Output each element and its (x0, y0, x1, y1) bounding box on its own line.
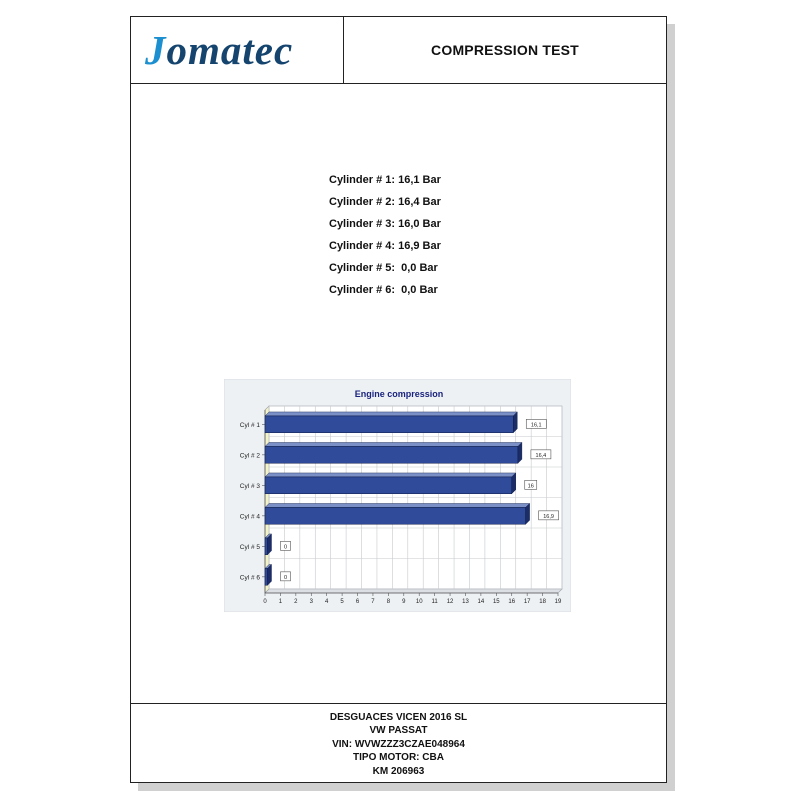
bar (265, 446, 518, 463)
cylinder-results (329, 169, 529, 301)
x-tick-label: 4 (325, 599, 329, 605)
x-tick-label: 6 (355, 599, 360, 605)
bar-top-face (265, 412, 517, 416)
y-tick-label: Cyl # 5 (239, 543, 260, 551)
logo-rest: omatec (166, 27, 294, 73)
x-tick-label: 1 (278, 599, 283, 605)
cylinder-3-result: Cylinder # 3: 16,0 Bar (329, 218, 441, 230)
bar (265, 538, 268, 555)
logo-cell (131, 17, 344, 83)
report-page (130, 16, 667, 783)
odometer: KM 206963 (372, 765, 425, 777)
logo-initial: J (145, 27, 167, 73)
bar (265, 568, 268, 585)
y-tick-label: Cyl # 2 (239, 452, 260, 460)
x-tick-label: 11 (431, 599, 438, 605)
data-label: 16 (527, 483, 534, 490)
x-tick-label: 8 (386, 599, 391, 605)
cylinder-2-result: Cylinder # 2: 16,4 Bar (329, 196, 441, 208)
plot-floor (265, 589, 562, 593)
vehicle-info (131, 711, 666, 778)
chart-svg (224, 379, 571, 612)
x-tick-label: 7 (371, 599, 375, 605)
y-tick-label: Cyl # 1 (239, 421, 260, 429)
cylinder-1-result: Cylinder # 1: 16,1 Bar (329, 174, 441, 186)
x-tick-label: 5 (340, 599, 344, 605)
data-label: 0 (283, 544, 288, 551)
data-label: 16,4 (535, 452, 547, 459)
x-tick-label: 3 (309, 599, 313, 605)
y-tick-label: Cyl # 4 (239, 513, 260, 521)
y-tick-label: Cyl # 6 (239, 574, 260, 582)
x-tick-label: 15 (492, 599, 500, 605)
x-tick-label: 16 (508, 599, 516, 605)
x-tick-label: 14 (477, 599, 485, 605)
cylinder-6-result: Cylinder # 6: 0,0 Bar (329, 284, 438, 296)
company-name: DESGUACES VICEN 2016 SL (329, 712, 468, 723)
x-tick-label: 17 (523, 599, 531, 605)
x-tick-label: 18 (539, 599, 546, 605)
cylinder-5-result: Cylinder # 5: 0,0 Bar (329, 262, 438, 274)
data-label: 0 (283, 574, 288, 581)
x-tick-label: 13 (462, 599, 469, 605)
engine-type: TIPO MOTOR: CBA (353, 752, 444, 764)
x-tick-label: 12 (446, 599, 454, 605)
document-title: COMPRESSION TEST (431, 42, 579, 58)
x-tick-label: 19 (554, 599, 562, 605)
bar-top-face (265, 442, 522, 446)
jomatec-logo (145, 26, 293, 74)
x-tick-label: 2 (294, 599, 298, 605)
bar (265, 507, 526, 524)
engine-compression-chart (224, 379, 571, 612)
bar (265, 416, 513, 433)
data-label: 16,1 (530, 422, 542, 429)
x-tick-label: 0 (263, 599, 267, 605)
report-footer (131, 703, 666, 783)
x-tick-label: 9 (402, 599, 406, 605)
bar (265, 477, 512, 494)
report-header (131, 17, 666, 84)
cylinder-4-result: Cylinder # 4: 16,9 Bar (329, 240, 441, 252)
x-tick-label: 10 (415, 599, 423, 605)
vehicle-vin: VIN: WVWZZZ3CZAE048964 (332, 738, 465, 750)
bar-top-face (265, 503, 530, 507)
y-tick-label: Cyl # 3 (239, 482, 260, 490)
data-label: 16,9 (543, 513, 554, 520)
vehicle-model: VW PASSAT (369, 725, 428, 737)
chart-title: Engine compression (354, 389, 444, 399)
bar-top-face (265, 473, 516, 477)
